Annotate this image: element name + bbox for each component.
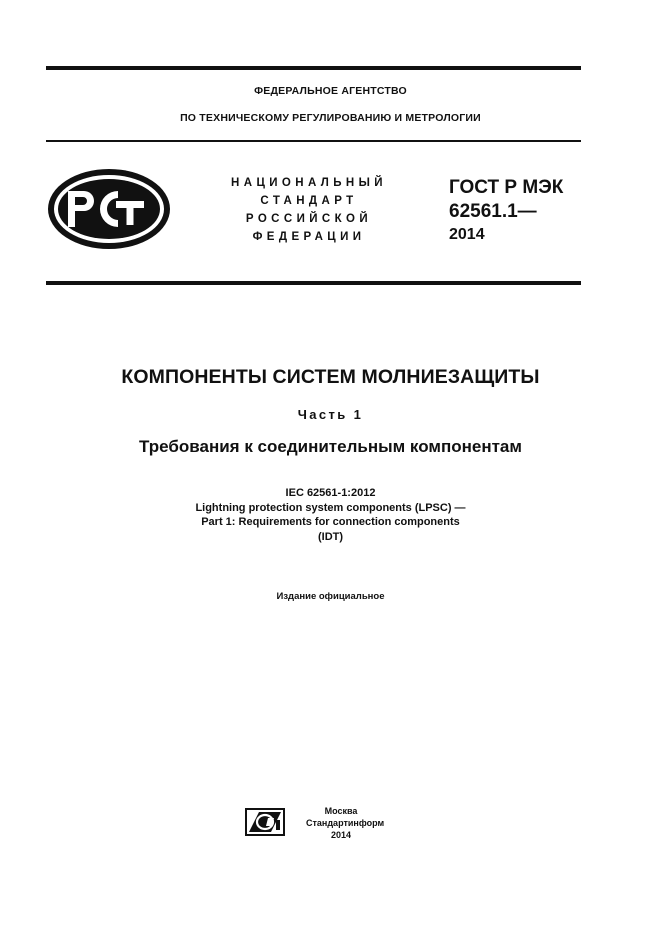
document-part: Часть 1 <box>297 407 364 422</box>
publisher-name: Стандартинформ <box>306 818 385 828</box>
agency-line-1: ФЕДЕРАЛЬНОЕ АГЕНТСТВО <box>254 85 407 97</box>
document-title: КОМПОНЕНТЫ СИСТЕМ МОЛНИЕЗАЩИТЫ <box>121 366 540 388</box>
publisher-block <box>306 805 385 841</box>
standard-type-block <box>206 174 412 246</box>
header-divider <box>46 140 581 142</box>
iec-title-line-1: Lightning protection system components (LPSC) — <box>195 501 466 514</box>
standard-type-line-1: НАЦИОНАЛЬНЫЙ <box>231 177 387 189</box>
gost-designation-line-2: 62561.1— <box>449 201 537 222</box>
standard-type-line-2: СТАНДАРТ <box>260 195 358 207</box>
iec-title-line-2: Part 1: Requirements for connection components <box>201 516 460 528</box>
standartinform-logo-icon <box>245 808 285 836</box>
gost-designation <box>449 176 563 246</box>
document-subtitle: Требования к соединительным компонентам <box>139 437 522 456</box>
iec-reference-block <box>0 486 661 544</box>
iec-reference: IEC 62561-1:2012 <box>285 487 376 499</box>
gost-designation-year: 2014 <box>449 226 485 243</box>
publisher-city: Москва <box>324 806 358 816</box>
edition-label: Издание официальное <box>276 591 385 602</box>
iec-idt: (IDT) <box>317 530 344 543</box>
standard-type-line-3: РОССИЙСКОЙ <box>245 213 373 225</box>
middle-rule <box>46 281 581 285</box>
gost-designation-line-1: ГОСТ Р МЭК <box>449 177 564 198</box>
rst-certification-logo-icon <box>46 167 172 251</box>
standard-type-line-4: ФЕДЕРАЦИИ <box>252 231 366 243</box>
top-rule <box>46 66 581 70</box>
publisher-year: 2014 <box>330 830 352 840</box>
agency-line-2: ПО ТЕХНИЧЕСКОМУ РЕГУЛИРОВАНИЮ И МЕТРОЛОГИИ <box>180 112 481 124</box>
